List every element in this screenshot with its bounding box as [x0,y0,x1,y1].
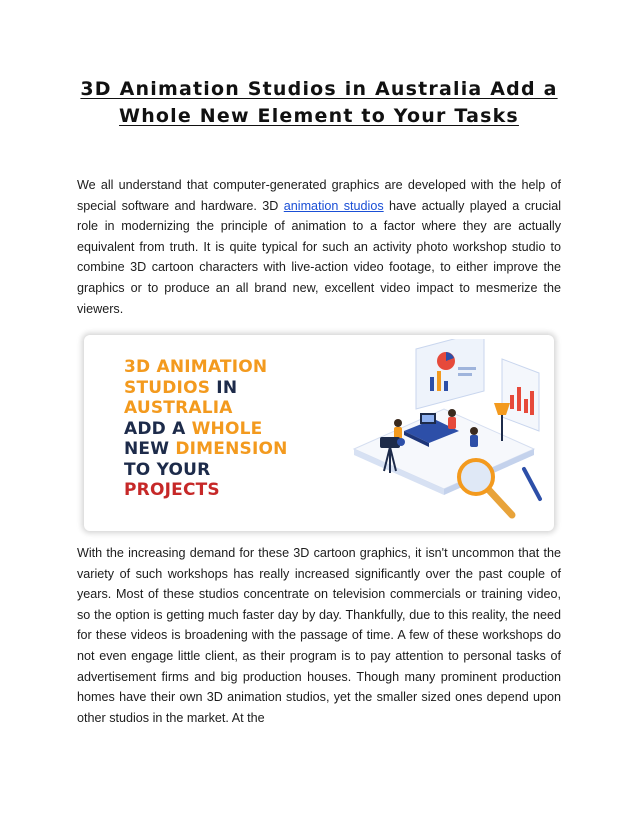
bar-chart-panel-icon [502,359,539,431]
pencil-icon [524,469,540,499]
animation-studios-link[interactable]: animation studios [283,198,384,213]
banner-line [124,480,288,501]
banner-word: STUDIOS [124,377,217,398]
banner-line [124,357,288,378]
banner-line [124,378,288,399]
intro-paragraph [77,175,561,319]
intro-text-before-link: We all understand that computer-generated graphics are developed with the help of special software and hardware. 3D [77,178,561,213]
document-title: 3D Animation Studios in Australia Add a Whole New Element to Your Tasks [80,78,558,127]
banner-line [124,419,288,440]
intro-text-after-link: have actually played a crucial role in modernizing the principle of animation to a factor where they are actually equivalent from truth. It is quite typical for such an activity photo workshop studio to combine 3D cartoon characters with live-action video footage, to either improve the graphics or to produce an all brand new, excellent video impact to mesmerize the viewers. [77,198,562,316]
banner-word: IN [216,377,238,398]
banner-line [124,398,288,419]
promo-banner-image [84,335,554,531]
banner-word: TO YOUR [124,459,211,480]
banner-word: 3D ANIMATION [124,357,268,377]
banner-word: NEW [124,439,176,459]
banner-word: AUSTRALIA [124,398,233,418]
body-paragraph: With the increasing demand for these 3D cartoon graphics, it isn't uncommon that the variety of such workshops has really increased significantly over the past couple of years. Most of these studios concentrate on television commercials or training video, so the option is getting much faster day by day. Thankfully, due to this reality, the need for these videos is broadening with the passage of time. A few of these workshops do not even engage little client, as their program is to pay attention to personal tasks of advertisement firms and big production houses. Though many prominent production homes have their own 3D animation studios, yet the smaller sized ones depend upon other studios in the market. At the [77,546,561,725]
isometric-studio-illustration [334,339,549,527]
banner-headline [124,357,288,501]
banner-word: ADD A [124,418,192,439]
dashboard-panel-icon [416,339,484,409]
banner-word: PROJECTS [124,480,220,500]
platform-icon [354,409,534,495]
banner-word: WHOLE [191,418,263,439]
banner-line [124,439,288,460]
banner-word: DIMENSION [175,439,288,459]
banner-line [124,460,288,481]
